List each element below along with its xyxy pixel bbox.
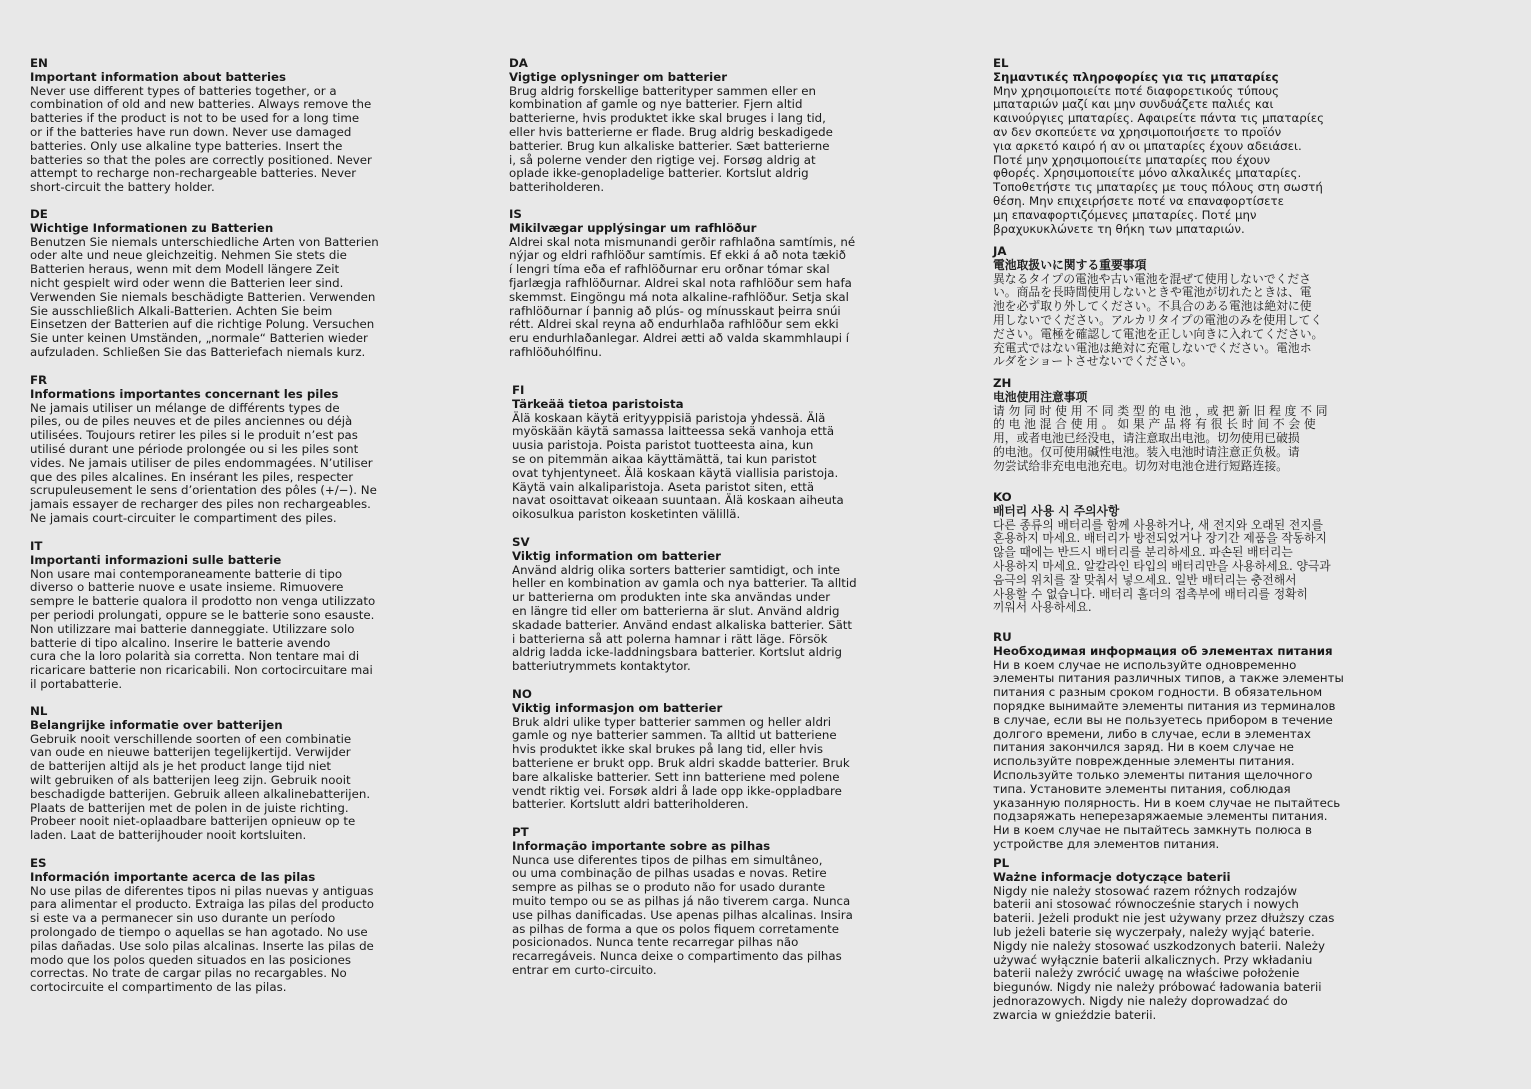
body-line: 다른 종류의 배터리를 함께 사용하거나, 새 전지와 오래된 전지를 [993, 517, 1324, 532]
body-line: Ne jamais court-circuiter le compartiment des piles. [30, 510, 337, 525]
body-line: use pilhas danificadas. Use apenas pilhas alcalinas. Insira [512, 907, 853, 922]
body-line: Nunca use diferentes tipos de pilhas em simultâneo, [512, 852, 823, 867]
section-title: Viktig information om batterier [512, 548, 721, 563]
body-line: Ни в коем случае не пытайтесь замкнуть полюса в [993, 823, 1312, 838]
body-line: Plaats de batterijen met de polen in de juiste richting. [30, 800, 349, 815]
body-line: correctas. No trate de cargar pilas no recargables. No [30, 966, 347, 981]
body-line: diverso o batterie nuove e usate insieme. Rimuovere [30, 580, 344, 595]
section-body [512, 854, 853, 978]
body-line: biegunów. Nigdy nie należy próbować ładowania baterii [993, 980, 1322, 995]
body-line: si este va a permanecer sin uso durante un período [30, 911, 336, 926]
body-line: vides. Ne jamais utiliser de piles endommagées. N’utiliser [30, 455, 373, 470]
body-line: i, så polerne vender den rigtige vej. Forsøg aldrig at [509, 152, 816, 167]
body-line: que des piles alcalines. En insérant les piles, respecter [30, 469, 354, 484]
body-line: μη επαναφορτιζόμενες μπαταρίες. Ποτέ μην [993, 207, 1257, 222]
section-body [993, 659, 1344, 852]
body-line: 사용하지 마세요. 알칼라인 타입의 배터리만을 사용하세요. 양극과 [993, 558, 1331, 573]
section-title: Необходимая информация об элементах питания [993, 643, 1333, 658]
body-line: Käytä vain alkaliparistoja. Aseta paristot siten, että [512, 479, 815, 494]
body-line: 请 勿 同 时 使 用 不 同 类 型 的 电 池 ，或 把 新 旧 程 度 不 同 [993, 403, 1328, 418]
body-line: baterii ani stosować równocześnie starych i nowych [993, 897, 1299, 912]
section-ja [993, 245, 1323, 369]
body-line: utilisées. Toujours retirer les piles si le produit n’est pas [30, 428, 358, 443]
body-line: skemmst. Eingöngu má nota alkaline-rafhlöður. Setja skal [509, 289, 849, 304]
body-line: порядке вынимайте элементы питания из терминалов [993, 698, 1336, 713]
body-line: μπαταριών μαζί και μην συνδυάζετε παλιές και [993, 97, 1274, 112]
body-line: batterier. Kortslutt aldri batteriholderen. [512, 797, 749, 812]
section-title: Información importante acerca de las pilas [30, 869, 316, 884]
body-line: muito tempo ou se as pilhas já não tiverem carga. Nunca [512, 893, 851, 908]
language-code: PL [993, 856, 1010, 870]
body-line: or if the batteries have run down. Never use damaged [30, 124, 352, 139]
section-title: Importanti informazioni sulle batterie [30, 552, 282, 567]
language-code: DA [509, 56, 528, 70]
section-is [509, 208, 855, 360]
body-line: Используйте только элементы питания щелочного [993, 767, 1313, 782]
body-line: oder alte und neue gleichzeitig. Nehmen Sie stets die [30, 248, 347, 263]
body-line: scrupuleusement le sens d’orientation des pôles (+/−). Ne [30, 483, 377, 498]
body-line: oikosulkua pariston kosketinten välillä. [512, 507, 741, 522]
language-code: DE [30, 207, 48, 221]
section-fi [512, 384, 844, 522]
section-title: Ważne informacje dotyczące baterii [993, 869, 1231, 884]
body-line: batterie di tipo alcalino. Inserire le batterie avendo [30, 635, 331, 650]
section-body [509, 85, 833, 195]
language-code: NL [30, 704, 48, 718]
body-line: en längre tid eller om batterierna är slut. Använd aldrig [512, 603, 840, 618]
section-body [993, 85, 1324, 237]
body-line: ovat tyhjentyneet. Älä koskaan käytä viallisia paristoja. [512, 465, 839, 480]
section-title: Tärkeää tietoa paristoista [512, 396, 684, 411]
body-line: 혼용하지 마세요. 배터리가 방전되었거나 장기간 제품을 작동하지 [993, 531, 1327, 546]
body-line: Aldrei skal nota mismunandi gerðir rafhlaðna samtímis, né [509, 234, 856, 249]
body-line: устройстве для элементов питания. [993, 836, 1220, 851]
body-line: Einsetzen der Batterien auf die richtige Polung. Versuchen [30, 317, 375, 332]
body-line: van oude en nieuwe batterijen tegelijkertijd. Verwijder [30, 745, 351, 760]
section-title: 배터리 사용 시 주의사항 [993, 503, 1120, 518]
body-line: Benutzen Sie niemals unterschiedliche Arten von Batterien [30, 234, 379, 249]
body-line: Ни в коем случае не используйте одновременно [993, 657, 1297, 672]
body-line: batterierne, hvis produktet ikke skal bruges i lang tid, [509, 111, 826, 126]
body-line: в случае, если вы не пользуетесь прибором в течение [993, 712, 1333, 727]
body-line: combination of old and new batteries. Always remove the [30, 97, 372, 112]
body-line: batteriholderen. [509, 180, 605, 195]
body-line: Non usare mai contemporaneamente batterie di tipo [30, 566, 343, 581]
body-line: skadade batterier. Använd endast alkaliska batterier. Sätt [512, 617, 853, 632]
body-line: piles, ou de piles neuves et de piles anciennes ou déjà [30, 414, 353, 429]
body-line: baterii. Jeżeli produkt nie jest używany przez dłuższy czas [993, 911, 1335, 926]
body-line: posicionados. Nunca tente recarregar pilhas não [512, 935, 799, 950]
body-line: 않을 때에는 반드시 배터리를 분리하세요. 파손된 배터리는 [993, 545, 1293, 560]
body-line: rafhlöðuhólfinu. [509, 344, 603, 359]
body-line: sempre le batterie qualora il prodotto non venga utilizzato [30, 594, 376, 609]
body-line: ur batterierna om produkten inte ska användas under [512, 590, 831, 605]
body-line: い。商品を長時間使用しないときや電池が切れたときは、電 [993, 285, 1312, 300]
body-line: No use pilas de diferentes tipos ni pilas nuevas y antiguas [30, 883, 374, 898]
body-line: подзаряжать неперезаряжаемые элементы питания. [993, 809, 1328, 824]
body-line: batteries so that the poles are correctly positioned. Never [30, 152, 372, 167]
section-title: 電池取扱いに関する重要事項 [993, 257, 1147, 272]
body-line: pilas dañadas. Use solo pilas alcalinas. Inserte las pilas de [30, 938, 374, 953]
body-line: Ποτέ μην χρησιμοποιείτε μπαταρίες που έχουν [993, 152, 1271, 167]
body-line: 的 电 池 混 合 使 用 。 如 果 产 品 将 有 很 长 时 间 不 会 使 [993, 417, 1316, 432]
body-line: fjarlægja rafhlöðurnar. Aldrei skal nota rafhlöður sem hafa [509, 275, 852, 290]
language-code: IS [509, 207, 522, 221]
section-it [30, 540, 375, 692]
section-title: Σημαντικές πληροφορίες για τις μπαταρίες [993, 69, 1279, 84]
body-line: φθορές. Χρησιμοποιείτε μόνο αλκαλικές μπαταρίες. [993, 166, 1302, 181]
section-nl [30, 705, 370, 843]
section-body [30, 402, 377, 526]
body-line: используйте поврежденные элементы питания. [993, 754, 1295, 769]
body-line: para alimentar el producto. Extraiga las pilas del producto [30, 897, 374, 912]
section-body [993, 273, 1323, 370]
section-title: Mikilvægar upplýsingar um rafhlöður [509, 220, 757, 235]
body-line: αν δεν σκοπεύετε να χρησιμοποιήσετε το προϊόν [993, 124, 1282, 139]
language-code: PT [512, 825, 529, 839]
section-title: Informação importante sobre as pilhas [512, 838, 771, 853]
body-line: 끼워서 사용하세요. [993, 600, 1092, 615]
body-line: rafhlöðurnar í þannig að plús- og mínusskaut þeirra snúi [509, 303, 841, 318]
body-line: για αρκετό καιρό ή αν οι μπαταρίες έχουν αδειάσει. [993, 138, 1302, 153]
body-line: recarregáveis. Nunca deixe o compartimento das pilhas [512, 949, 842, 964]
body-line: Nigdy nie należy stosować uszkodzonych baterii. Należy [993, 938, 1325, 953]
body-line: se on pitemmän aikaa käyttämättä, tai kun paristot [512, 451, 817, 466]
body-line: Sie unter keinen Umständen, „normale“ Batterien wieder [30, 331, 368, 346]
section-body [30, 236, 379, 360]
body-line: Batterien heraus, wenn mit dem Modell längere Zeit [30, 262, 340, 277]
body-line: gamle og nye batterier sammen. Ta alltid ut batteriene [512, 728, 837, 743]
language-code: ZH [993, 376, 1012, 390]
body-line: attempt to recharge non-rechargeable batteries. Never [30, 166, 357, 181]
body-line: βραχυκυκλώνετε τη θήκη των μπαταριών. [993, 221, 1245, 236]
body-line: rétt. Aldrei skal reyna að endurhlaða rafhlöður sem ekki [509, 317, 839, 332]
body-line: Sie ausschließlich Alkali-Batterien. Achten Sie beim [30, 303, 333, 318]
body-line: modo que los polos queden situados en las posiciones [30, 952, 352, 967]
section-sv [512, 536, 857, 674]
body-line: utilisé durant une période prolongée ou si les piles sont [30, 441, 359, 456]
section-da [509, 57, 833, 195]
language-code: EL [993, 56, 1009, 70]
body-line: í lengri tíma eða ef rafhlöðurnar eru orðnar tómar skal [509, 262, 830, 277]
body-line: batteries. Only use alkaline type batteries. Insert the [30, 138, 343, 153]
body-line: beschadigde batterijen. Gebruik alleen alkalinebatterijen. [30, 786, 371, 801]
body-line: Non utilizzare mai batterie danneggiate. Utilizzare solo [30, 621, 355, 636]
section-title: Wichtige Informationen zu Batterien [30, 220, 274, 235]
section-title: Informations importantes concernant les piles [30, 386, 339, 401]
body-line: 充電式ではない電池は絶対に充電しないでください。電池ホ [993, 340, 1312, 355]
language-code: ES [30, 856, 47, 870]
section-title: Viktig informasjon om batterier [512, 700, 723, 715]
body-line: jamais essayer de recharger des piles non rechargeables. [30, 497, 371, 512]
section-body [993, 405, 1328, 474]
body-line: hvis produktet ikke skal brukes på lang tid, eller hvis [512, 742, 824, 757]
body-line: wilt gebruiken of als batterijen leeg zijn. Gebruik nooit [30, 772, 351, 787]
body-line: θέση. Μην επιχειρήσετε ποτέ να επαναφορτίσετε [993, 193, 1284, 208]
body-line: heller en kombination av gamla och nya batterier. Ta alltid [512, 576, 857, 591]
section-body [30, 85, 372, 195]
section-en [30, 57, 372, 195]
body-line: долгого времени, либо в случае, если в элементах [993, 726, 1311, 741]
body-line: jednorazowych. Nigdy nie należy doprowadzać do [993, 993, 1288, 1008]
section-body [30, 568, 375, 692]
section-de [30, 208, 379, 360]
body-line: laden. Laat de batterijhouder nooit kortsluiten. [30, 828, 307, 843]
body-line: nicht gespielt wird oder wenn die Batterien leer sind. [30, 275, 344, 290]
body-line: Probeer nooit niet-oplaadbare batterijen opnieuw op te [30, 814, 356, 829]
body-line: short-circuit the battery holder. [30, 180, 215, 195]
body-line: 池を必ず取り外してください。不具合のある電池は絶対に使 [993, 299, 1312, 314]
section-body [30, 885, 374, 995]
body-line: aldrig ladda icke-laddningsbara batterier. Kortslut aldrig [512, 645, 843, 660]
body-line: Bruk aldri ulike typer batterier sammen og heller aldri [512, 714, 832, 729]
body-line: batteriene er brukt opp. Bruk aldri skadde batterier. Bruk [512, 755, 850, 770]
body-line: eru endurhlaðanlegar. Aldrei ætti að valda skammhlaupi í [509, 331, 850, 346]
body-line: kombination af gamle og nye batterier. Fjern altid [509, 97, 803, 112]
section-body [512, 412, 844, 522]
body-line: 음극의 위치를 잘 맞춰서 넣으세요. 일반 배터리는 충전해서 [993, 572, 1297, 587]
section-body [993, 885, 1334, 1023]
body-line: типа. Установите элементы питания, соблюдая [993, 781, 1291, 796]
section-title: 电池使用注意事项 [993, 389, 1088, 404]
body-line: Τοποθετήστε τις μπαταρίες με τους πόλους στη σωστή [993, 180, 1323, 195]
body-line: as pilhas de forma a que os polos fiquem corretamente [512, 921, 839, 936]
section-el [993, 57, 1324, 236]
body-line: vendt riktig vei. Forsøk aldri å lade opp ikke-oppladbare [512, 783, 842, 798]
body-line: batteriutrymmets kontaktytor. [512, 659, 691, 674]
section-body [30, 733, 370, 843]
body-line: myöskään käytä samassa laitteessa sekä vanhoja että [512, 424, 835, 439]
body-line: ださい。電極を確認して電池を正しい向きに入れてください。 [993, 326, 1324, 341]
language-code: KO [993, 490, 1012, 504]
body-line: καινούργιες μπαταρίες. Αφαιρείτε πάντα τις μπαταρίες [993, 111, 1325, 126]
body-line: Ne jamais utiliser un mélange de différents types de [30, 400, 340, 415]
language-code: FI [512, 383, 525, 397]
body-line: 用，或者电池已经没电，请注意取出电池。切勿使用已破损 [993, 431, 1300, 446]
body-line: cortocircuite el compartimento de las pilas. [30, 980, 287, 995]
body-line: batterier. Brug kun alkaliske batterier. Sæt batterierne [509, 138, 830, 153]
body-line: bare alkaliske batterier. Sett inn batteriene med polene [512, 769, 840, 784]
body-line: Verwenden Sie niemals beschädigte Batterien. Verwenden [30, 289, 376, 304]
body-line: Brug aldrig forskellige batterityper sammen eller en [509, 83, 816, 98]
body-line: używać wyłącznie baterii alkalicznych. Przy wkładaniu [993, 952, 1313, 967]
body-line: Gebruik nooit verschillende soorten of een combinatie [30, 731, 352, 746]
body-line: 사용할 수 없습니다. 배터리 홀더의 접촉부에 배터리를 정확히 [993, 586, 1308, 601]
section-pt [512, 826, 853, 978]
language-code: IT [30, 539, 43, 553]
section-pl [993, 857, 1334, 1023]
body-line: il portabatterie. [30, 676, 123, 691]
body-line: элементы питания различных типов, а также элементы [993, 671, 1344, 686]
section-body [512, 716, 850, 813]
body-line: i batterierna så att polerna hamnar i rätt läge. Försök [512, 631, 828, 646]
body-line: eller hvis batterierne er flade. Brug aldrig beskadigede [509, 124, 833, 139]
section-es [30, 857, 374, 995]
language-code: EN [30, 56, 48, 70]
section-ru [993, 631, 1344, 852]
body-line: nýjar og eldri rafhlöður samtímis. Ef ekki á að nota tækið [509, 248, 846, 263]
body-line: prolongado de tiempo o aquellas se han agotado. No use [30, 924, 368, 939]
language-code: NO [512, 687, 532, 701]
body-line: oplade ikke-genopladelige batterier. Kortslut aldrig [509, 166, 809, 181]
body-line: указанную полярность. Ни в коем случае не пытайтесь [993, 795, 1341, 810]
body-line: 勿尝试给非充电电池充电。切勿对电池仓进行短路连接。 [993, 458, 1288, 473]
body-line: питания с разным сроком годности. В обязательном [993, 685, 1323, 700]
section-body [509, 236, 855, 360]
body-line: Älä koskaan käytä erityyppisiä paristoja yhdessä. Älä [512, 410, 826, 425]
section-ko [993, 491, 1331, 615]
body-line: lub jeżeli baterie się wyczerpały, należy wyjąć baterie. [993, 924, 1315, 939]
body-line: de batterijen altijd als je het product lange tijd niet [30, 759, 331, 774]
section-fr [30, 374, 377, 526]
body-line: aufzuladen. Schließen Sie das Batteriefach niemals kurz. [30, 344, 366, 359]
body-line: 用しないでください。アルカリタイプの電池のみを使用してく [993, 312, 1323, 327]
language-code: JA [993, 244, 1007, 258]
body-line: Μην χρησιμοποιείτε ποτέ διαφορετικούς τύπους [993, 83, 1280, 98]
body-line: sempre as pilhas se o produto não for usado durante [512, 880, 826, 895]
body-line: Never use different types of batteries together, or a [30, 83, 337, 98]
body-line: 的电池。仅可使用碱性电池。装入电池时请注意正负极。请 [993, 444, 1300, 459]
body-line: per periodi prolungati, oppure se le batterie sono esauste. [30, 607, 375, 622]
body-line: batteries if the product is not to be used for a long time [30, 111, 360, 126]
language-code: RU [993, 630, 1012, 644]
body-line: cura che la loro polarità sia corretta. Non tentare mai di [30, 649, 360, 664]
section-title: Vigtige oplysninger om batterier [509, 69, 728, 84]
body-line: ricaricare batterie non ricaricabili. Non cortocircuitare mai [30, 663, 373, 678]
section-body [993, 519, 1331, 616]
section-no [512, 688, 850, 812]
section-title: Important information about batteries [30, 69, 287, 84]
section-title: Belangrijke informatie over batterijen [30, 717, 283, 732]
body-line: Använd aldrig olika sorters batterier samtidigt, och inte [512, 562, 840, 577]
body-line: zwarcia w gnieździe baterii. [993, 1007, 1157, 1022]
section-zh [993, 377, 1328, 474]
language-code: SV [512, 535, 530, 549]
body-line: uusia paristoja. Poista paristot tuotteesta aina, kun [512, 438, 814, 453]
body-line: ou uma combinação de pilhas usadas e novas. Retire [512, 866, 827, 881]
body-line: ルダをショートさせないでください。 [993, 354, 1193, 369]
body-line: 異なるタイプの電池や古い電池を混ぜて使用しないでくださ [993, 271, 1311, 286]
body-line: entrar em curto-circuito. [512, 962, 657, 977]
language-code: FR [30, 373, 48, 387]
body-line: navat osoittavat oikeaan suuntaan. Älä koskaan aiheuta [512, 493, 844, 508]
body-line: Nigdy nie należy stosować razem różnych rodzajów [993, 883, 1298, 898]
body-line: baterii należy zwrócić uwagę na właściwe położenie [993, 966, 1300, 981]
section-body [512, 564, 857, 674]
body-line: питания закончился заряд. Ни в коем случае не [993, 740, 1294, 755]
